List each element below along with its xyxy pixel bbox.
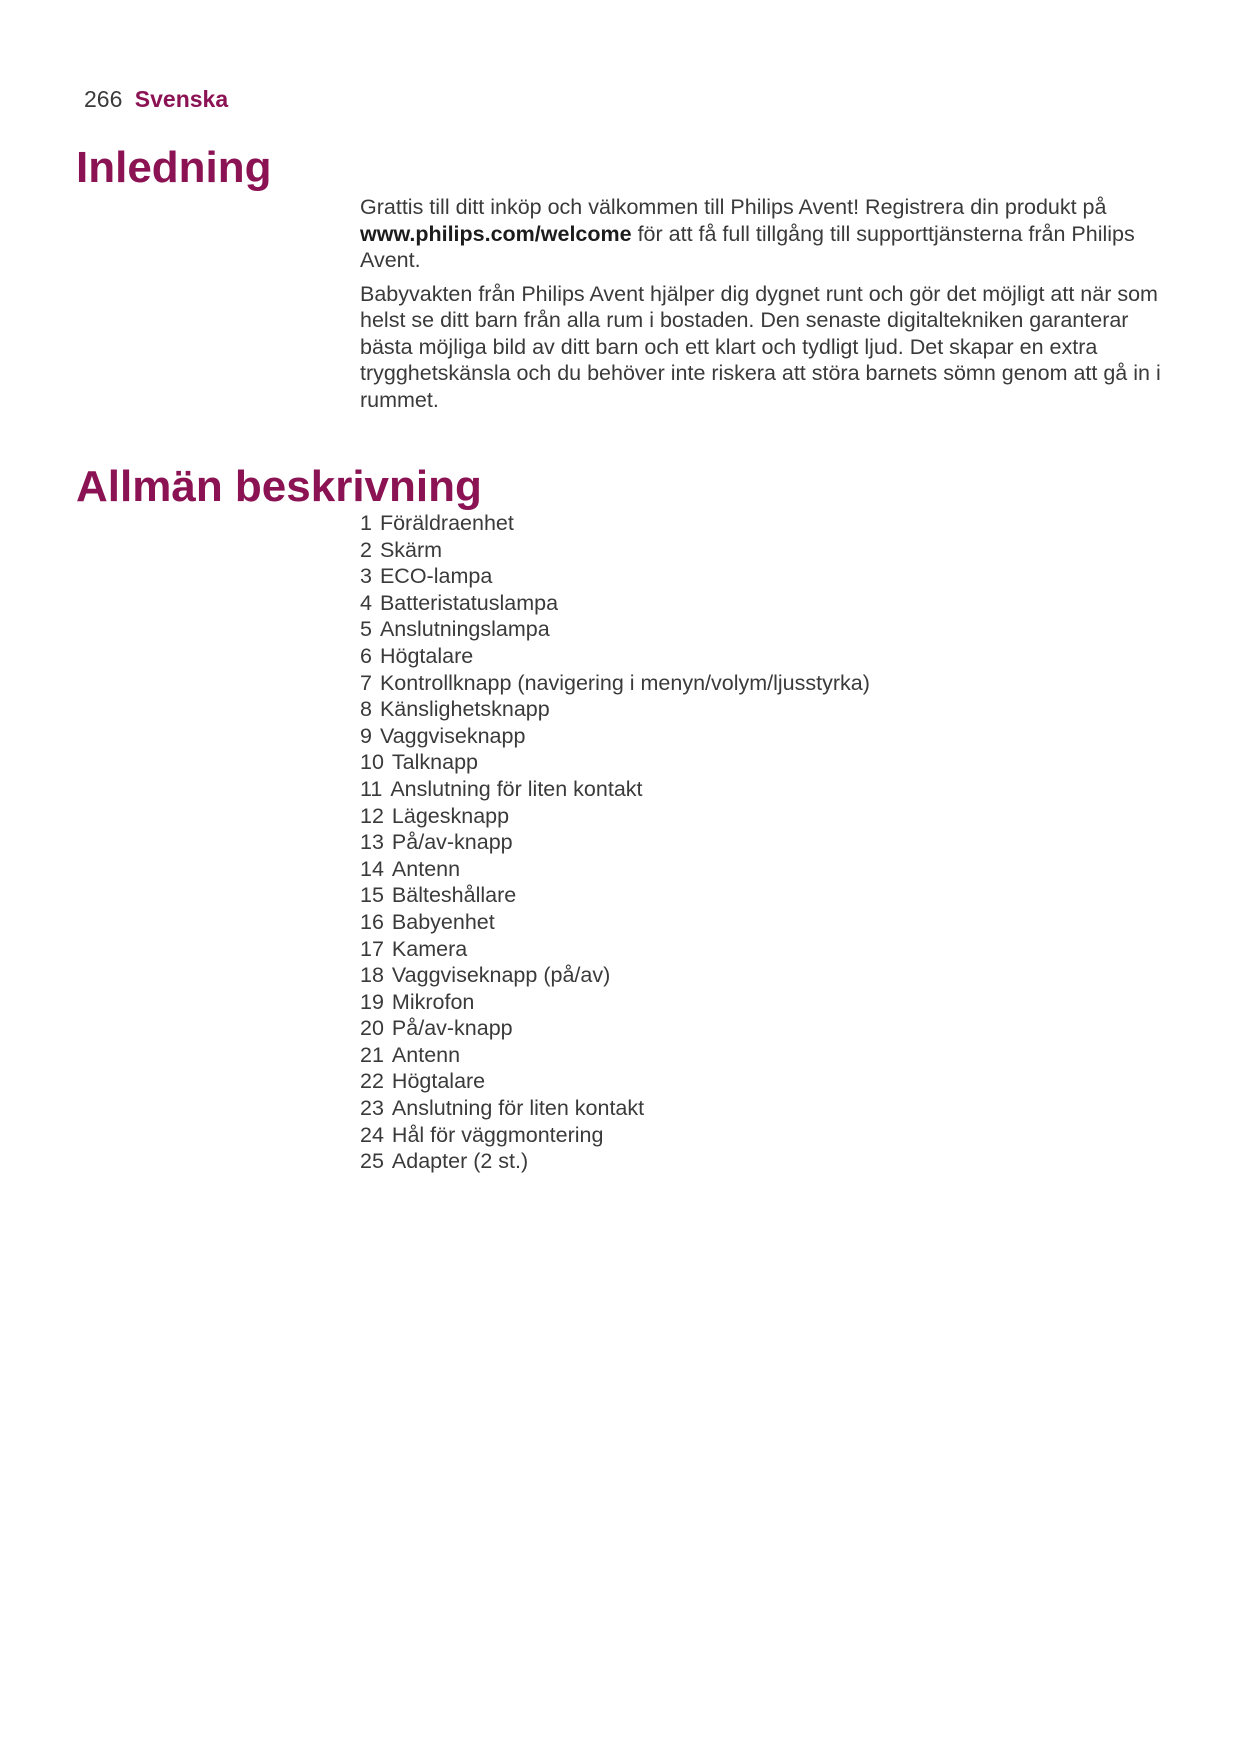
list-item	[360, 723, 1180, 750]
list-item-number: 6	[360, 643, 372, 668]
list-item-number: 24	[360, 1122, 384, 1147]
list-item-label: Antenn	[391, 1042, 461, 1067]
list-item-number: 19	[360, 989, 384, 1014]
list-item	[360, 670, 1180, 697]
list-item-label: Bälteshållare	[391, 883, 517, 908]
list-item	[360, 696, 1180, 723]
parts-list-container	[360, 510, 1180, 1175]
list-item-number: 16	[360, 909, 384, 934]
list-item-label: Antenn	[391, 856, 461, 881]
intro-paragraph-2: Babyvakten från Philips Avent hjälper dig dygnet runt och gör det möjligt att när som helst se ditt barn från alla rum i bostaden. Den senaste digitaltekniken garanterar bästa möjliga bild av ditt barn och ett klart och tydligt ljud. Det skapar en extra trygghetskänsla och du behöver inte riskera att störa barnets sömn genom att gå in i rummet.	[360, 281, 1161, 412]
list-item	[360, 803, 1180, 830]
list-item	[360, 1122, 1180, 1149]
list-item-label: Batteristatuslampa	[379, 590, 559, 615]
list-item-number: 3	[360, 564, 372, 589]
list-item-number: 2	[360, 537, 372, 562]
list-item-number: 8	[360, 697, 372, 722]
list-item	[360, 1068, 1180, 1095]
list-item-label: Vaggviseknapp (på/av)	[391, 963, 611, 988]
list-item-label: Vaggviseknapp	[379, 723, 526, 748]
list-item-label: På/av-knapp	[391, 1016, 513, 1041]
list-item-label: Mikrofon	[391, 989, 475, 1014]
list-item-number: 11	[360, 776, 383, 801]
list-item	[360, 510, 1180, 537]
list-item-number: 14	[360, 856, 384, 881]
list-item-label: Anslutningslampa	[379, 617, 550, 642]
list-item-number: 25	[360, 1149, 384, 1174]
list-item	[360, 936, 1180, 963]
intro-p1-text-after: för att få full tillgång till supporttjänsterna från Philips Avent.	[360, 221, 1135, 272]
list-item	[360, 909, 1180, 936]
intro-body	[360, 194, 1180, 420]
list-item	[360, 537, 1180, 564]
list-item-label: Känslighetsknapp	[379, 697, 550, 722]
list-item-label: Babyenhet	[391, 909, 495, 934]
list-item-number: 20	[360, 1016, 384, 1041]
list-item	[360, 989, 1180, 1016]
welcome-url: www.philips.com/welcome	[360, 221, 632, 246]
list-item	[360, 749, 1180, 776]
section-title-description: Allmän beskrivning	[76, 462, 482, 511]
list-item-label: Högtalare	[391, 1069, 486, 1094]
list-item	[360, 590, 1180, 617]
list-item-label: Anslutning för liten kontakt	[391, 1096, 645, 1121]
list-item	[360, 1148, 1180, 1175]
list-item-label: ECO-lampa	[379, 564, 493, 589]
list-item-label: Talknapp	[391, 750, 478, 775]
list-item	[360, 829, 1180, 856]
list-item-label: Kamera	[391, 936, 468, 961]
list-item	[360, 962, 1180, 989]
language-label: Svenska	[134, 86, 229, 112]
list-item-label: Anslutning för liten kontakt	[390, 776, 643, 801]
list-item	[360, 856, 1180, 883]
page-header	[84, 84, 228, 114]
list-item-label: Föräldraenhet	[379, 511, 514, 535]
list-item-number: 1	[360, 511, 372, 535]
list-item-number: 12	[360, 803, 384, 828]
list-item-label: På/av-knapp	[391, 830, 513, 855]
intro-paragraph-1	[360, 194, 1180, 274]
list-item	[360, 643, 1180, 670]
list-item	[360, 616, 1180, 643]
list-item-label: Adapter (2 st.)	[391, 1149, 529, 1174]
list-item-number: 9	[360, 723, 372, 748]
list-item-label: Skärm	[379, 537, 443, 562]
list-item-number: 18	[360, 963, 384, 988]
list-item-number: 15	[360, 883, 384, 908]
list-item-number: 22	[360, 1069, 384, 1094]
list-item	[360, 776, 1180, 803]
list-item-label: Hål för väggmontering	[391, 1122, 604, 1147]
list-item-number: 5	[360, 617, 372, 642]
page-number: 266	[84, 86, 123, 112]
list-item	[360, 1015, 1180, 1042]
list-item-number: 10	[360, 750, 384, 775]
intro-p1-text-before: Grattis till ditt inköp och välkommen till Philips Avent! Registrera din produkt på	[360, 195, 1107, 219]
list-item-label: Lägesknapp	[391, 803, 510, 828]
list-item-number: 4	[360, 590, 372, 615]
list-item-number: 21	[360, 1042, 384, 1067]
list-item	[360, 1095, 1180, 1122]
list-item	[360, 882, 1180, 909]
list-item-number: 13	[360, 830, 384, 855]
parts-list	[360, 510, 1180, 1175]
list-item-number: 23	[360, 1096, 384, 1121]
list-item-number: 7	[360, 670, 372, 695]
list-item-number: 17	[360, 936, 384, 961]
section-title-intro: Inledning	[76, 143, 272, 192]
list-item-label: Kontrollknapp (navigering i menyn/volym/ljusstyrka)	[379, 670, 870, 695]
list-item-label: Högtalare	[379, 643, 474, 668]
list-item	[360, 563, 1180, 590]
list-item	[360, 1042, 1180, 1069]
